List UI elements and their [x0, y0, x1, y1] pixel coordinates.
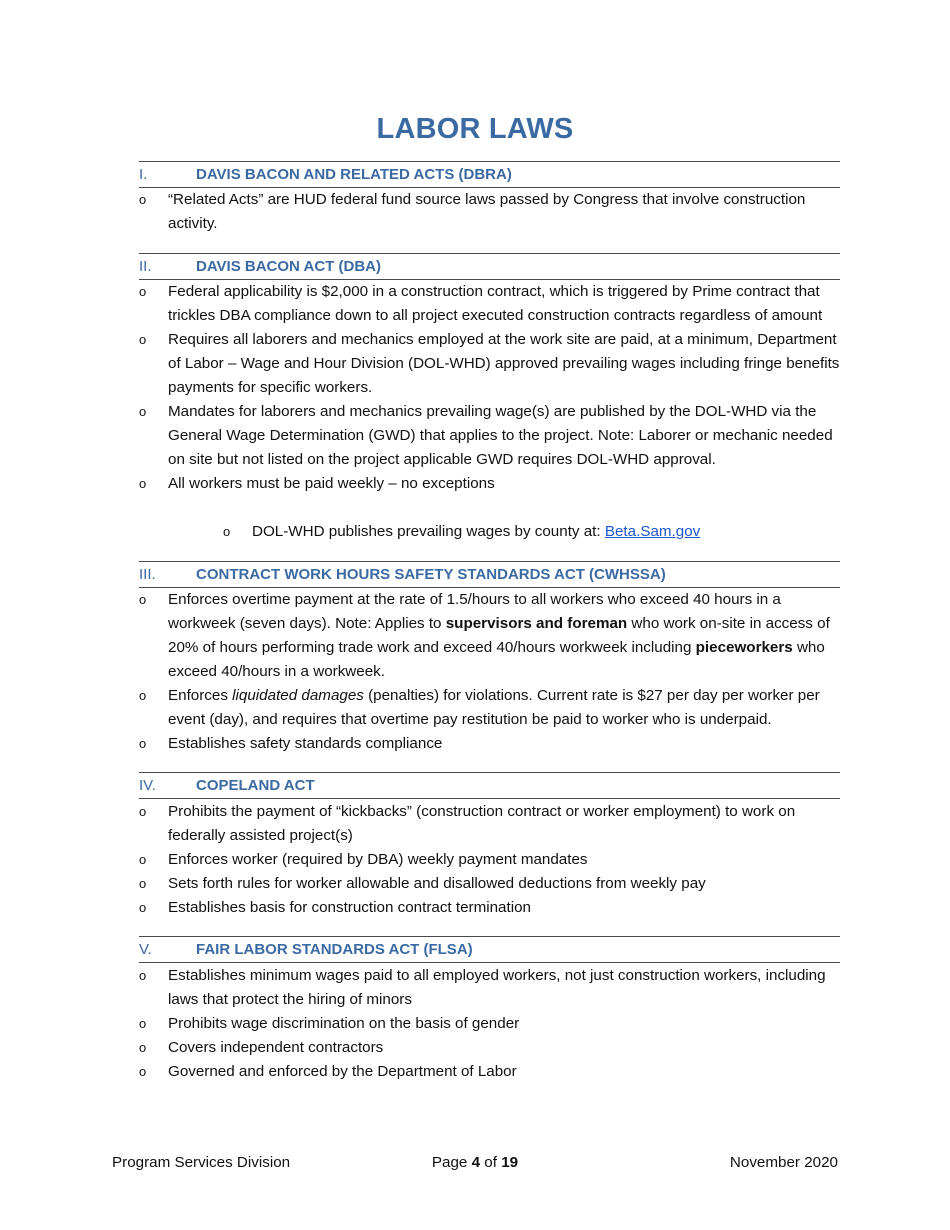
- section-number: IV.: [139, 777, 156, 794]
- bullet-icon: o: [223, 524, 231, 539]
- sub-list-item: o DOL-WHD publishes prevailing wages by county at: Beta.Sam.gov: [223, 520, 833, 544]
- list-item: o Mandates for laborers and mechanics prevailing wage(s) are published by the DOL-WHD via the General Wage Determination (GWD) that applies to the project. Note: Laborer or mechanic needed on site but not listed on the project applicable GWD requires DOL-WHD approval.: [139, 400, 842, 472]
- section-title: COPELAND ACT: [196, 777, 315, 794]
- beta-sam-gov-link[interactable]: Beta.Sam.gov: [604, 523, 701, 540]
- bullet-icon: o: [139, 192, 147, 207]
- list-item: o Requires all laborers and mechanics employed at the work site are paid, at a minimum, Department of Labor – Wage and Hour Division (DOL-WHD) approved prevailing wages including fringe benefits payments for specific workers.: [139, 328, 842, 400]
- section-number: I.: [139, 166, 148, 183]
- section-list-dbra: [139, 188, 842, 236]
- list-item: o Enforces liquidated damages (penalties) for violations. Current rate is $27 per day per worker per event (day), and requires that overtime pay restitution be paid to worker who is underpaid.: [139, 684, 842, 732]
- bullet-icon: o: [139, 688, 147, 703]
- section-number: II.: [139, 258, 152, 275]
- footer-division: Program Services Division: [112, 1154, 291, 1171]
- section-title: DAVIS BACON AND RELATED ACTS (DBRA): [196, 166, 512, 183]
- bullet-icon: o: [139, 1016, 147, 1031]
- footer-page-number: Page 4 of 19: [431, 1154, 519, 1171]
- section-number: V.: [139, 941, 152, 958]
- section-list-cwhssa: [139, 588, 842, 756]
- section-header-copeland: [139, 772, 840, 799]
- list-item: o Governed and enforced by the Department of Labor: [139, 1060, 842, 1084]
- list-item: o Enforces worker (required by DBA) weekly payment mandates: [139, 848, 842, 872]
- list-item: o Covers independent contractors: [139, 1036, 842, 1060]
- list-item: o All workers must be paid weekly – no exceptions: [139, 472, 842, 496]
- list-item: o Establishes basis for construction contract termination: [139, 896, 842, 920]
- bullet-icon: o: [139, 1064, 147, 1079]
- section-list-dba: [139, 280, 842, 496]
- list-item: o Establishes safety standards compliance: [139, 732, 842, 756]
- section-title: DAVIS BACON ACT (DBA): [196, 258, 381, 275]
- list-item: o Prohibits wage discrimination on the basis of gender: [139, 1012, 842, 1036]
- list-item: o Establishes minimum wages paid to all employed workers, not just construction workers, including laws that protect the hiring of minors: [139, 964, 842, 1012]
- bullet-icon: o: [139, 476, 147, 491]
- list-item: o Enforces overtime payment at the rate of 1.5/hours to all workers who exceed 40 hours in a workweek (seven days). Note: Applies to supervisors and foreman who work on-site in access of 20% of hours performing trade work and exceed 40/hours workweek including pieceworkers who exceed 40/hours in a workweek.: [139, 588, 842, 684]
- section-title: FAIR LABOR STANDARDS ACT (FLSA): [196, 941, 473, 958]
- list-item: o Sets forth rules for worker allowable and disallowed deductions from weekly pay: [139, 872, 842, 896]
- list-item: o Prohibits the payment of “kickbacks” (construction contract or worker employment) to work on federally assisted project(s): [139, 800, 842, 848]
- page-title: LABOR LAWS: [376, 113, 574, 145]
- section-header-cwhssa: [139, 561, 840, 588]
- section-header-flsa: [139, 936, 840, 963]
- bullet-icon: o: [139, 404, 147, 419]
- bullet-icon: o: [139, 332, 147, 347]
- bullet-icon: o: [139, 1040, 147, 1055]
- bullet-icon: o: [139, 968, 147, 983]
- footer-date: November 2020: [729, 1154, 838, 1171]
- list-item: o “Related Acts” are HUD federal fund source laws passed by Congress that involve construction activity.: [139, 188, 842, 236]
- bullet-icon: o: [139, 852, 147, 867]
- section-title: CONTRACT WORK HOURS SAFETY STANDARDS ACT (CWHSSA): [196, 566, 666, 583]
- bullet-icon: o: [139, 736, 147, 751]
- bullet-icon: o: [139, 284, 147, 299]
- section-list-copeland: [139, 800, 842, 920]
- section-header-dba: [139, 253, 840, 280]
- sub-list-dba: [223, 520, 833, 544]
- section-list-flsa: [139, 964, 842, 1084]
- list-item: o Federal applicability is $2,000 in a construction contract, which is triggered by Prime contract that trickles DBA compliance down to all project executed construction contracts regardless of amount: [139, 280, 842, 328]
- bullet-icon: o: [139, 592, 147, 607]
- section-number: III.: [139, 566, 156, 583]
- bullet-icon: o: [139, 804, 147, 819]
- bullet-icon: o: [139, 876, 147, 891]
- section-header-dbra: [139, 161, 840, 188]
- bullet-icon: o: [139, 900, 147, 915]
